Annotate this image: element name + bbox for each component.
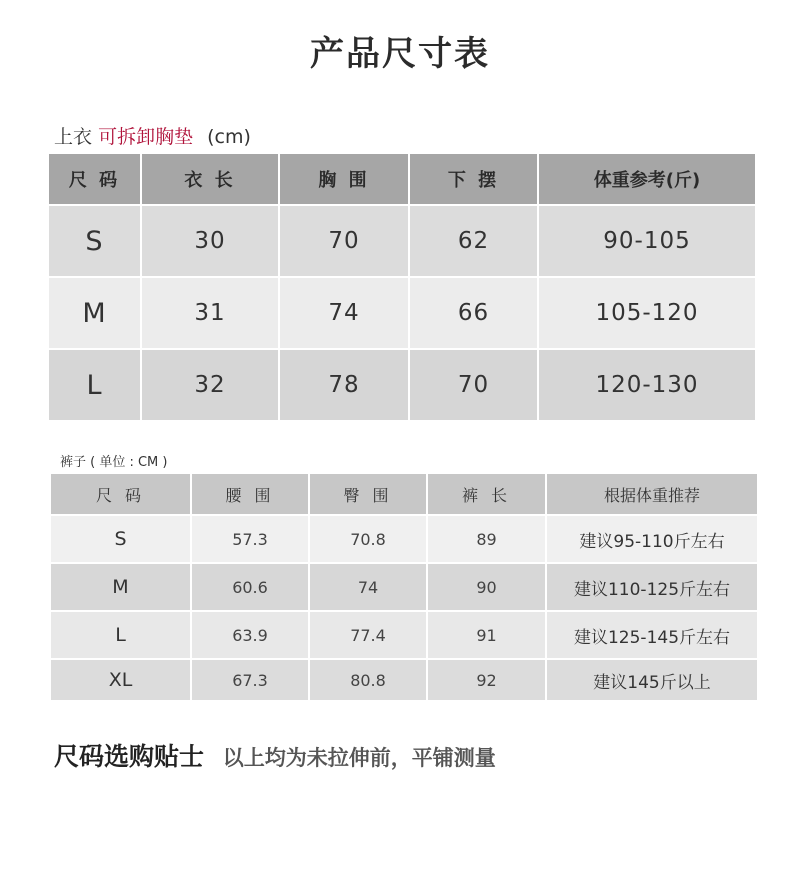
size-cell: S	[49, 205, 141, 277]
tips-heading: 尺码选购贴士	[54, 742, 205, 771]
header-size: 尺 码	[51, 474, 191, 515]
hip-cell: 74	[309, 563, 427, 611]
waist-cell: 60.6	[191, 563, 309, 611]
recommendation-cell: 建议125-145斤左右	[546, 611, 757, 659]
top-section-caption	[54, 122, 251, 149]
bottom-size-table	[51, 474, 757, 702]
hem-cell: 66	[409, 277, 538, 349]
length-cell: 30	[141, 205, 279, 277]
bust-cell: 78	[279, 349, 409, 421]
recommendation-cell: 建议145斤以上	[546, 659, 757, 701]
waist-cell: 57.3	[191, 515, 309, 563]
weight-cell: 120-130	[538, 349, 755, 421]
hem-cell: 62	[409, 205, 538, 277]
length-cell: 31	[141, 277, 279, 349]
length-cell: 32	[141, 349, 279, 421]
bottom-section-caption: 裤子 ( 单位 : CM )	[60, 455, 168, 470]
hip-cell: 77.4	[309, 611, 427, 659]
header-hem: 下 摆	[409, 154, 538, 205]
weight-cell: 90-105	[538, 205, 755, 277]
size-cell: S	[51, 515, 191, 563]
size-cell: M	[51, 563, 191, 611]
pants-length-cell: 90	[427, 563, 546, 611]
table-row	[49, 277, 755, 349]
bust-cell: 74	[279, 277, 409, 349]
pants-length-cell: 91	[427, 611, 546, 659]
table-row	[49, 349, 755, 421]
size-cell: XL	[51, 659, 191, 701]
waist-cell: 67.3	[191, 659, 309, 701]
header-size: 尺 码	[49, 154, 141, 205]
bottom-table-header-row	[51, 474, 757, 515]
size-cell: M	[49, 277, 141, 349]
table-row	[51, 659, 757, 701]
size-tips	[54, 737, 496, 773]
top-section-unit: (cm)	[207, 126, 251, 148]
table-row	[51, 611, 757, 659]
weight-cell: 105-120	[538, 277, 755, 349]
table-row	[49, 205, 755, 277]
table-row	[51, 563, 757, 611]
pants-length-cell: 89	[427, 515, 546, 563]
top-size-table	[49, 154, 755, 422]
header-recommendation: 根据体重推荐	[546, 474, 757, 515]
table-row	[51, 515, 757, 563]
header-pants-length: 裤 长	[427, 474, 546, 515]
header-weight-ref: 体重参考(斤)	[538, 154, 755, 205]
tips-note: 以上均为未拉伸前，平铺测量	[222, 746, 496, 770]
bust-cell: 70	[279, 205, 409, 277]
recommendation-cell: 建议110-125斤左右	[546, 563, 757, 611]
hip-cell: 70.8	[309, 515, 427, 563]
top-table-header-row	[49, 154, 755, 205]
pants-length-cell: 92	[427, 659, 546, 701]
waist-cell: 63.9	[191, 611, 309, 659]
size-cell: L	[49, 349, 141, 421]
removable-pad-highlight: 可拆卸胸垫	[98, 126, 194, 148]
header-length: 衣 长	[141, 154, 279, 205]
hip-cell: 80.8	[309, 659, 427, 701]
header-hip: 臀 围	[309, 474, 427, 515]
recommendation-cell: 建议95-110斤左右	[546, 515, 757, 563]
hem-cell: 70	[409, 349, 538, 421]
size-cell: L	[51, 611, 191, 659]
header-waist: 腰 围	[191, 474, 309, 515]
page-title: 产品尺寸表	[310, 34, 490, 74]
top-section-label: 上衣	[54, 126, 93, 148]
header-bust: 胸 围	[279, 154, 409, 205]
